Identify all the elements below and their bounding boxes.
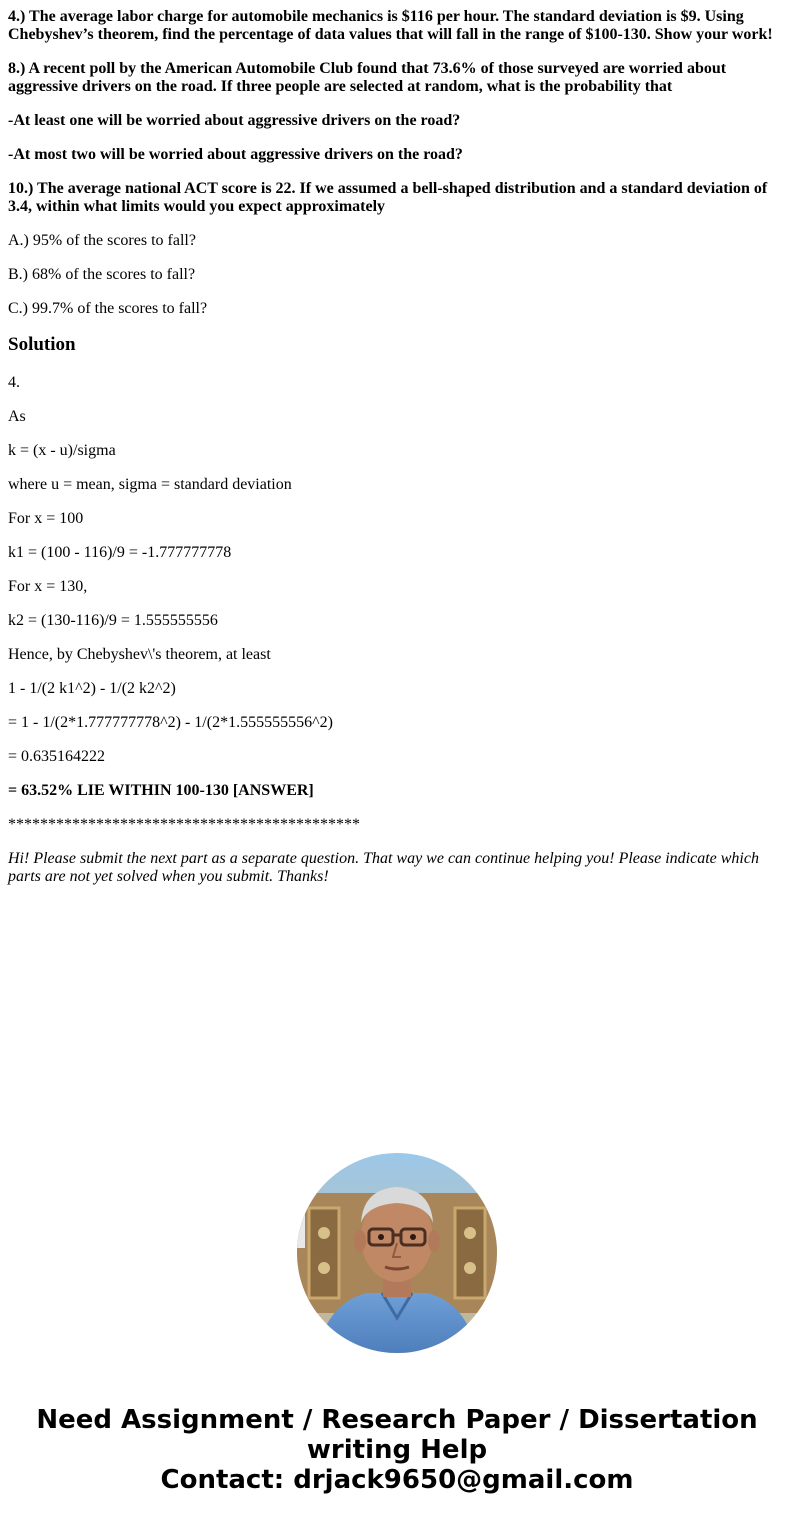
question-10: 10.) The average national ACT score is 22. If we assumed a bell-shaped distribution and a standard deviation of 3.4, within what limits would you expect approximately — [8, 180, 768, 215]
solution-line: k2 = (130-116)/9 = 1.555555556 — [8, 612, 218, 629]
question-8: 8.) A recent poll by the American Automobile Club found that 73.6% of those surveyed are worried about aggressive drivers on the road. If three people are selected at random, what is the probability that — [8, 60, 727, 95]
solution-line: k = (x - u)/sigma — [8, 442, 116, 459]
footer-contact: Contact: drjack9650@gmail.com — [160, 1465, 634, 1495]
solution-line: For x = 100 — [8, 510, 84, 527]
solution-line: 1 - 1/(2 k1^2) - 1/(2 k2^2) — [8, 680, 176, 697]
footer-line-1: Need Assignment / Research Paper / Dissertation — [36, 1405, 758, 1435]
solution-line: Hence, by Chebyshev\'s theorem, at least — [8, 646, 271, 663]
solution-line: where u = mean, sigma = standard deviation — [8, 476, 292, 493]
question-8-part-b: -At most two will be worried about aggressive drivers on the road? — [8, 146, 463, 163]
question-8-part-a: -At least one will be worried about aggressive drivers on the road? — [8, 112, 461, 129]
tutor-photo-illustration — [297, 1153, 497, 1353]
question-10-part-c: C.) 99.7% of the scores to fall? — [8, 300, 208, 317]
solution-line: k1 = (100 - 116)/9 = -1.777777778 — [8, 544, 232, 561]
question-10-part-b: B.) 68% of the scores to fall? — [8, 266, 196, 283]
separator: ******************************************** — [8, 816, 360, 833]
solution-heading: Solution — [8, 334, 76, 355]
promo-footer — [0, 1405, 794, 1495]
tutor-photo — [297, 1153, 497, 1353]
help-note: Hi! Please submit the next part as a separate question. That way we can continue helping you! Please indicate which parts are not yet solved when you submit. Thanks! — [8, 850, 759, 885]
solution-line: = 1 - 1/(2*1.777777778^2) - 1/(2*1.555555556^2) — [8, 714, 333, 731]
solution-line: = 0.635164222 — [8, 748, 106, 765]
question-10-part-a: A.) 95% of the scores to fall? — [8, 232, 196, 249]
solution-line: As — [8, 408, 26, 425]
solution-line: For x = 130, — [8, 578, 88, 595]
solution-line: 4. — [8, 374, 20, 391]
footer-line-2: writing Help — [306, 1435, 488, 1465]
question-4: 4.) The average labor charge for automobile mechanics is $116 per hour. The standard deviation is $9. Using Chebyshev’s theorem, find the percentage of data values that will fall in the range of $100-130. Show your work! — [8, 8, 773, 43]
final-answer: = 63.52% LIE WITHIN 100-130 [ANSWER] — [8, 782, 314, 799]
